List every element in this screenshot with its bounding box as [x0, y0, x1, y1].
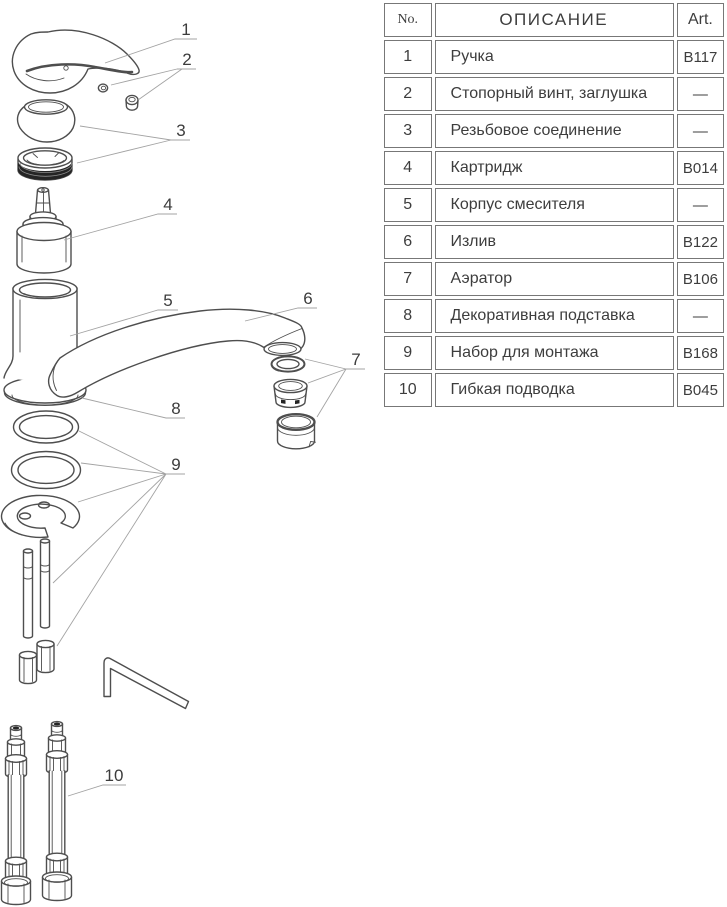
threaded-connection-parts	[18, 100, 75, 180]
part-art-cell: B122	[677, 225, 724, 259]
aerator-parts	[272, 356, 316, 448]
part-number-cell: 6	[384, 225, 432, 259]
part-art-cell: B045	[677, 373, 724, 407]
table-row	[384, 77, 724, 111]
part-number-cell: 7	[384, 262, 432, 296]
callout-label-4: 4	[163, 195, 173, 214]
table-row	[384, 151, 724, 185]
header-art: Art.	[677, 3, 724, 37]
table-row	[384, 40, 724, 74]
callout-label-5: 5	[163, 291, 173, 310]
part-description-cell: Стопорный винт, заглушка	[435, 77, 674, 111]
part-art-cell: —	[677, 188, 724, 222]
part-description-cell: Гибкая подводка	[435, 373, 674, 407]
callout-label-10: 10	[104, 766, 124, 785]
table-row	[384, 373, 724, 407]
part-description-cell: Корпус смесителя	[435, 188, 674, 222]
set-screw-and-plug	[98, 84, 138, 110]
part-art-cell: B014	[677, 151, 724, 185]
part-art-cell: B106	[677, 262, 724, 296]
part-number-cell: 5	[384, 188, 432, 222]
spout-part	[49, 309, 305, 397]
flexible-hose-left	[2, 726, 31, 905]
part-number-cell: 8	[384, 299, 432, 333]
flexible-hose-right	[43, 722, 72, 901]
part-art-cell: B168	[677, 336, 724, 370]
table-row	[384, 188, 724, 222]
mounting-kit-parts	[1, 411, 80, 684]
part-description-cell: Ручка	[435, 40, 674, 74]
table-row	[384, 225, 724, 259]
header-no: No.	[384, 3, 432, 37]
part-description-cell: Набор для монтажа	[435, 336, 674, 370]
handle-part	[12, 30, 139, 93]
part-description-cell: Декоративная подставка	[435, 299, 674, 333]
leader-lines	[53, 39, 365, 796]
callout-label-9: 9	[171, 455, 181, 474]
part-art-cell: —	[677, 114, 724, 148]
part-number-cell: 4	[384, 151, 432, 185]
callout-label-3: 3	[176, 121, 186, 140]
part-description-cell: Картридж	[435, 151, 674, 185]
part-number-cell: 2	[384, 77, 432, 111]
callout-labels	[105, 20, 361, 785]
cartridge-part	[17, 188, 71, 273]
parts-table	[381, 0, 727, 410]
table-header-row	[384, 3, 724, 37]
table-row	[384, 262, 724, 296]
part-art-cell: B117	[677, 40, 724, 74]
part-number-cell: 10	[384, 373, 432, 407]
part-number-cell: 9	[384, 336, 432, 370]
table-row	[384, 299, 724, 333]
part-description-cell: Излив	[435, 225, 674, 259]
header-description: ОПИСАНИЕ	[435, 3, 674, 37]
callout-label-8: 8	[171, 399, 181, 418]
table-row	[384, 114, 724, 148]
hex-key-tool	[104, 658, 189, 709]
part-number-cell: 3	[384, 114, 432, 148]
part-number-cell: 1	[384, 40, 432, 74]
callout-label-2: 2	[182, 50, 192, 69]
part-description-cell: Аэратор	[435, 262, 674, 296]
part-art-cell: —	[677, 77, 724, 111]
table-row	[384, 336, 724, 370]
parts-table-panel	[381, 0, 727, 410]
part-art-cell: —	[677, 299, 724, 333]
callout-label-7: 7	[351, 350, 361, 369]
part-description-cell: Резьбовое соединение	[435, 114, 674, 148]
callout-label-6: 6	[303, 289, 313, 308]
callout-label-1: 1	[181, 20, 191, 39]
